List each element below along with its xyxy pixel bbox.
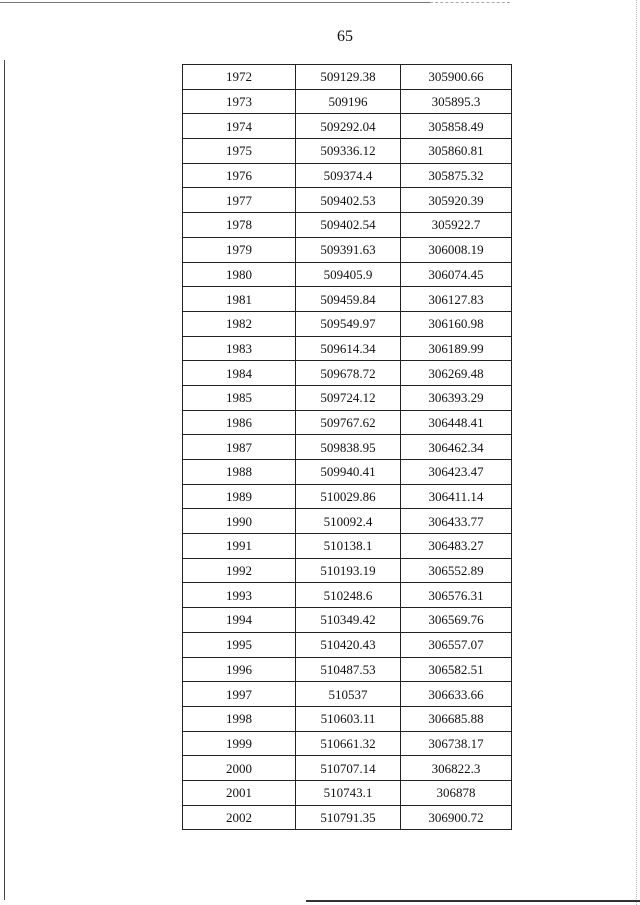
value-a-cell: 510603.11 (296, 706, 401, 731)
table-row (183, 262, 512, 287)
year-cell: 1995 (183, 632, 296, 657)
year-cell: 1981 (183, 287, 296, 312)
value-b-cell: 306552.89 (401, 558, 512, 583)
table-row (183, 509, 512, 534)
value-b-cell: 305895.3 (401, 89, 512, 114)
table-row (183, 632, 512, 657)
year-cell: 1994 (183, 608, 296, 633)
table-row (183, 237, 512, 262)
year-cell: 1974 (183, 114, 296, 139)
table-row (183, 163, 512, 188)
year-cell: 1992 (183, 558, 296, 583)
value-b-cell: 305920.39 (401, 188, 512, 213)
data-table-container (182, 64, 512, 830)
year-cell: 1997 (183, 682, 296, 707)
value-a-cell: 510791.35 (296, 805, 401, 830)
year-cell: 1983 (183, 336, 296, 361)
value-b-cell: 306633.66 (401, 682, 512, 707)
value-b-cell: 305858.49 (401, 114, 512, 139)
data-table (182, 64, 512, 830)
year-cell: 1999 (183, 731, 296, 756)
year-cell: 1990 (183, 509, 296, 534)
year-cell: 1979 (183, 237, 296, 262)
value-a-cell: 510193.19 (296, 558, 401, 583)
value-b-cell: 305900.66 (401, 65, 512, 90)
value-a-cell: 509724.12 (296, 385, 401, 410)
value-a-cell: 509374.4 (296, 163, 401, 188)
table-row (183, 435, 512, 460)
value-b-cell: 306900.72 (401, 805, 512, 830)
table-row (183, 114, 512, 139)
table-row (183, 657, 512, 682)
value-a-cell: 509405.9 (296, 262, 401, 287)
table-row (183, 139, 512, 164)
year-cell: 2000 (183, 756, 296, 781)
value-a-cell: 509196 (296, 89, 401, 114)
value-b-cell: 305860.81 (401, 139, 512, 164)
year-cell: 1980 (183, 262, 296, 287)
table-row (183, 706, 512, 731)
table-row (183, 534, 512, 559)
table-row (183, 410, 512, 435)
year-cell: 1973 (183, 89, 296, 114)
year-cell: 1989 (183, 484, 296, 509)
value-a-cell: 510420.43 (296, 632, 401, 657)
value-b-cell: 306423.47 (401, 460, 512, 485)
table-row (183, 583, 512, 608)
value-a-cell: 510707.14 (296, 756, 401, 781)
year-cell: 1975 (183, 139, 296, 164)
year-cell: 1976 (183, 163, 296, 188)
table-row (183, 484, 512, 509)
table-row (183, 608, 512, 633)
year-cell: 1996 (183, 657, 296, 682)
table-row (183, 311, 512, 336)
value-a-cell: 510743.1 (296, 780, 401, 805)
value-a-cell: 510138.1 (296, 534, 401, 559)
year-cell: 1982 (183, 311, 296, 336)
value-a-cell: 509838.95 (296, 435, 401, 460)
table-row (183, 731, 512, 756)
value-b-cell: 306822.3 (401, 756, 512, 781)
scan-edge-top-faint (430, 2, 510, 3)
year-cell: 2001 (183, 780, 296, 805)
value-b-cell: 306393.29 (401, 385, 512, 410)
value-a-cell: 509129.38 (296, 65, 401, 90)
value-b-cell: 306582.51 (401, 657, 512, 682)
value-a-cell: 509678.72 (296, 361, 401, 386)
value-b-cell: 306576.31 (401, 583, 512, 608)
value-b-cell: 305922.7 (401, 213, 512, 238)
scan-edge-right (636, 0, 637, 905)
year-cell: 1991 (183, 534, 296, 559)
year-cell: 1984 (183, 361, 296, 386)
value-b-cell: 306738.17 (401, 731, 512, 756)
year-cell: 1993 (183, 583, 296, 608)
value-a-cell: 509614.34 (296, 336, 401, 361)
table-row (183, 361, 512, 386)
table-row (183, 89, 512, 114)
value-b-cell: 306448.41 (401, 410, 512, 435)
year-cell: 1986 (183, 410, 296, 435)
table-row (183, 756, 512, 781)
table-row (183, 460, 512, 485)
value-b-cell: 306160.98 (401, 311, 512, 336)
year-cell: 1985 (183, 385, 296, 410)
value-a-cell: 509336.12 (296, 139, 401, 164)
table-row (183, 805, 512, 830)
value-a-cell: 510092.4 (296, 509, 401, 534)
value-a-cell: 509402.54 (296, 213, 401, 238)
value-b-cell: 306127.83 (401, 287, 512, 312)
table-row (183, 188, 512, 213)
value-b-cell: 306483.27 (401, 534, 512, 559)
value-b-cell: 306074.45 (401, 262, 512, 287)
value-a-cell: 510029.86 (296, 484, 401, 509)
value-b-cell: 306411.14 (401, 484, 512, 509)
value-b-cell: 306008.19 (401, 237, 512, 262)
table-row (183, 336, 512, 361)
scan-edge-left (4, 60, 5, 900)
year-cell: 1987 (183, 435, 296, 460)
table-row (183, 558, 512, 583)
table-row (183, 287, 512, 312)
table-row (183, 385, 512, 410)
year-cell: 2002 (183, 805, 296, 830)
year-cell: 1978 (183, 213, 296, 238)
year-cell: 1977 (183, 188, 296, 213)
year-cell: 1988 (183, 460, 296, 485)
value-a-cell: 510349.42 (296, 608, 401, 633)
value-b-cell: 306269.48 (401, 361, 512, 386)
table-row (183, 65, 512, 90)
year-cell: 1972 (183, 65, 296, 90)
value-b-cell: 306878 (401, 780, 512, 805)
value-a-cell: 509549.97 (296, 311, 401, 336)
value-b-cell: 306569.76 (401, 608, 512, 633)
value-b-cell: 305875.32 (401, 163, 512, 188)
table-row (183, 213, 512, 238)
value-a-cell: 509292.04 (296, 114, 401, 139)
value-a-cell: 510487.53 (296, 657, 401, 682)
table-row (183, 682, 512, 707)
value-a-cell: 510661.32 (296, 731, 401, 756)
year-cell: 1998 (183, 706, 296, 731)
data-table-body (183, 65, 512, 830)
scan-edge-bottom (306, 900, 640, 902)
table-row (183, 780, 512, 805)
value-a-cell: 510537 (296, 682, 401, 707)
scan-edge-top (0, 2, 430, 3)
page-number: 65 (337, 28, 353, 45)
value-a-cell: 510248.6 (296, 583, 401, 608)
value-a-cell: 509940.41 (296, 460, 401, 485)
value-a-cell: 509402.53 (296, 188, 401, 213)
value-a-cell: 509459.84 (296, 287, 401, 312)
value-a-cell: 509767.62 (296, 410, 401, 435)
value-a-cell: 509391.63 (296, 237, 401, 262)
value-b-cell: 306433.77 (401, 509, 512, 534)
value-b-cell: 306462.34 (401, 435, 512, 460)
value-b-cell: 306685.88 (401, 706, 512, 731)
value-b-cell: 306557.07 (401, 632, 512, 657)
value-b-cell: 306189.99 (401, 336, 512, 361)
